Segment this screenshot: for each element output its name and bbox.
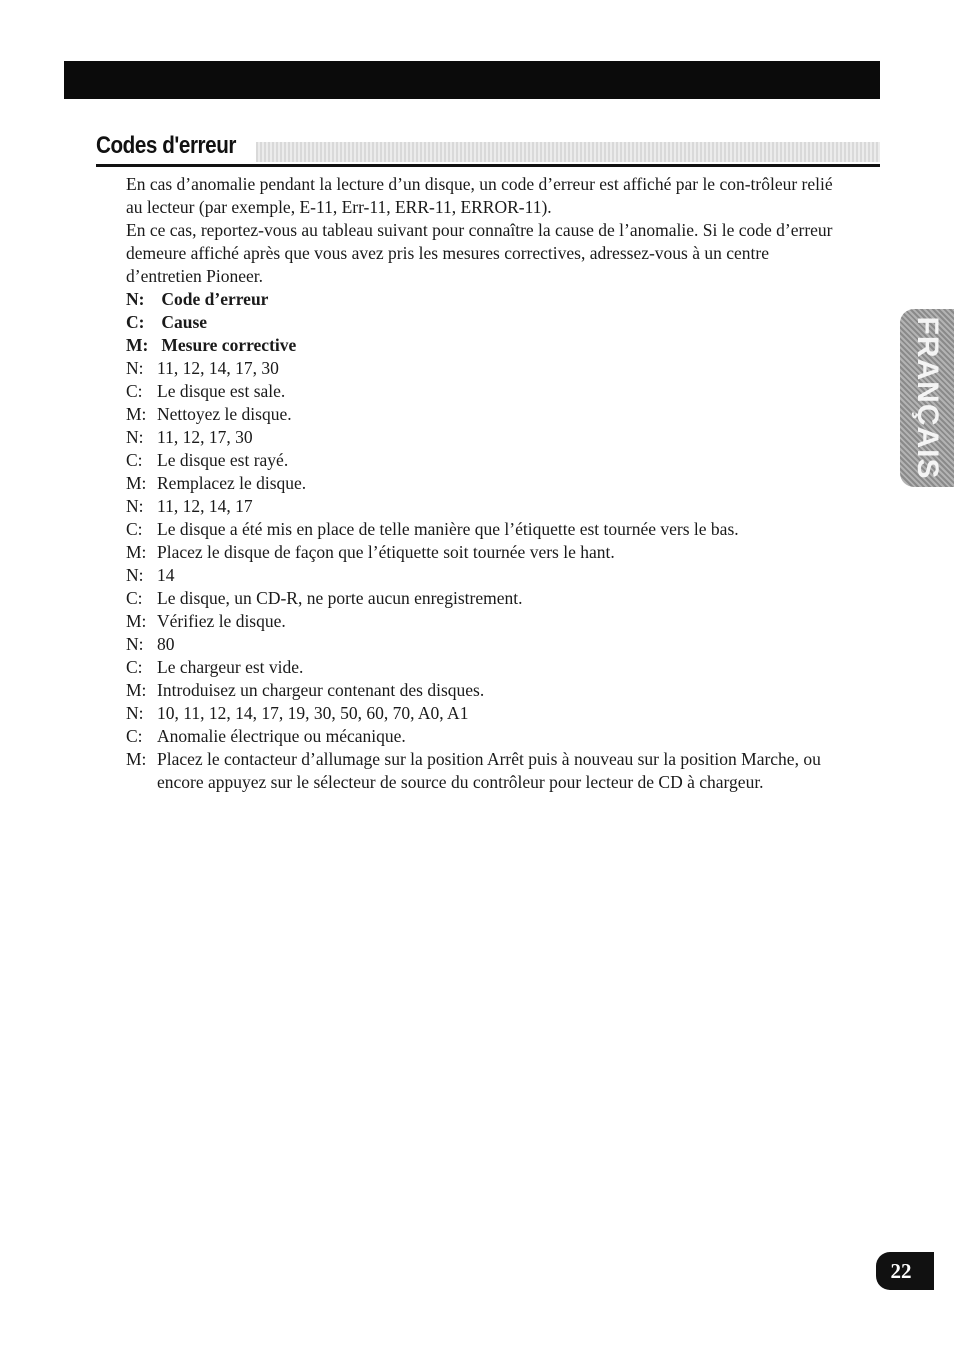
entry-text: Le disque est rayé. bbox=[157, 450, 289, 470]
list-item bbox=[126, 656, 846, 679]
legend-item bbox=[126, 288, 846, 311]
legend-label: Mesure corrective bbox=[161, 335, 297, 355]
entry-key: M: bbox=[126, 404, 147, 424]
entry-text: 11, 12, 14, 17, 30 bbox=[157, 358, 279, 378]
entry-key: C: bbox=[126, 726, 143, 746]
list-item bbox=[126, 679, 846, 702]
entry-key: M: bbox=[126, 542, 147, 562]
entry-key: C: bbox=[126, 588, 143, 608]
legend-item bbox=[126, 334, 846, 357]
language-tab-label: FRANÇAIS bbox=[911, 316, 944, 480]
entry-text: Vérifiez le disque. bbox=[157, 611, 286, 631]
list-item bbox=[126, 495, 846, 518]
language-side-tab bbox=[900, 309, 954, 487]
entry-key: N: bbox=[126, 358, 144, 378]
entry-text: 10, 11, 12, 14, 17, 19, 30, 50, 60, 70, A0, A1 bbox=[157, 703, 469, 723]
heading-shaded-band bbox=[256, 142, 880, 162]
entry-key: N: bbox=[126, 496, 144, 516]
list-item bbox=[126, 564, 846, 587]
page-title: Codes d'erreur bbox=[96, 130, 239, 162]
list-item bbox=[126, 633, 846, 656]
entry-key: N: bbox=[126, 703, 144, 723]
entry-key: C: bbox=[126, 381, 143, 401]
page-number-badge bbox=[876, 1252, 934, 1290]
intro-paragraph: En ce cas, reportez-vous au tableau suivant pour connaître la cause de l’anomalie. Si le code d’erreur demeure affiché après que vous avez pris les mesures correctives, adressez-vous à un centre d’entretien Pioneer. bbox=[126, 220, 833, 286]
entry-text: Le disque a été mis en place de telle manière que l’étiquette est tournée vers le bas. bbox=[157, 519, 739, 539]
entry-key: N: bbox=[126, 634, 144, 654]
page-number: 22 bbox=[890, 1259, 912, 1283]
entry-key: M: bbox=[126, 680, 147, 700]
entry-key: C: bbox=[126, 519, 143, 539]
legend-label: Code d’erreur bbox=[161, 289, 269, 309]
list-item bbox=[126, 357, 846, 380]
entry-key: N: bbox=[126, 565, 144, 585]
entry-key: C: bbox=[126, 450, 143, 470]
error-code-list bbox=[126, 357, 846, 794]
entry-text: Le chargeur est vide. bbox=[157, 657, 304, 677]
main-content bbox=[126, 173, 846, 794]
intro-paragraph: En cas d’anomalie pendant la lecture d’un disque, un code d’erreur est affiché par le con-trôleur relié au lecteur (par exemple, E-11, Err-11, ERR-11, ERROR-11). bbox=[126, 174, 833, 217]
entry-text: 14 bbox=[157, 565, 175, 585]
heading-underline bbox=[96, 164, 880, 167]
list-item bbox=[126, 472, 846, 495]
legend-key: M: bbox=[126, 335, 149, 355]
legend-label: Cause bbox=[161, 312, 208, 332]
list-item bbox=[126, 587, 846, 610]
entry-text: 11, 12, 17, 30 bbox=[157, 427, 253, 447]
entry-key: M: bbox=[126, 473, 147, 493]
entry-key: M: bbox=[126, 749, 147, 769]
list-item bbox=[126, 426, 846, 449]
list-item bbox=[126, 610, 846, 633]
entry-text: Placez le contacteur d’allumage sur la position Arrêt puis à nouveau sur la position Marche, ou encore appuyez sur le sélecteur de source du contrôleur pour lecteur de CD à chargeur. bbox=[157, 749, 821, 792]
list-item bbox=[126, 449, 846, 472]
section-heading bbox=[96, 130, 880, 164]
entry-text: Le disque est sale. bbox=[157, 381, 286, 401]
legend-item bbox=[126, 311, 846, 334]
legend bbox=[126, 288, 846, 357]
list-item bbox=[126, 748, 846, 794]
entry-text: 11, 12, 14, 17 bbox=[157, 496, 253, 516]
list-item bbox=[126, 518, 846, 541]
entry-key: M: bbox=[126, 611, 147, 631]
entry-text: Remplacez le disque. bbox=[157, 473, 307, 493]
top-header-bar bbox=[64, 61, 880, 99]
entry-text: Le disque, un CD-R, ne porte aucun enregistrement. bbox=[157, 588, 523, 608]
legend-key: N: bbox=[126, 289, 145, 309]
entry-text: Placez le disque de façon que l’étiquette soit tournée vers le hant. bbox=[157, 542, 615, 562]
list-item bbox=[126, 403, 846, 426]
entry-text: Introduisez un chargeur contenant des disques. bbox=[157, 680, 485, 700]
entry-key: C: bbox=[126, 657, 143, 677]
entry-text: Nettoyez le disque. bbox=[157, 404, 292, 424]
entry-key: N: bbox=[126, 427, 144, 447]
list-item bbox=[126, 725, 846, 748]
legend-key: C: bbox=[126, 312, 145, 332]
list-item bbox=[126, 702, 846, 725]
entry-text: 80 bbox=[157, 634, 175, 654]
list-item bbox=[126, 541, 846, 564]
entry-text: Anomalie électrique ou mécanique. bbox=[157, 726, 406, 746]
list-item bbox=[126, 380, 846, 403]
